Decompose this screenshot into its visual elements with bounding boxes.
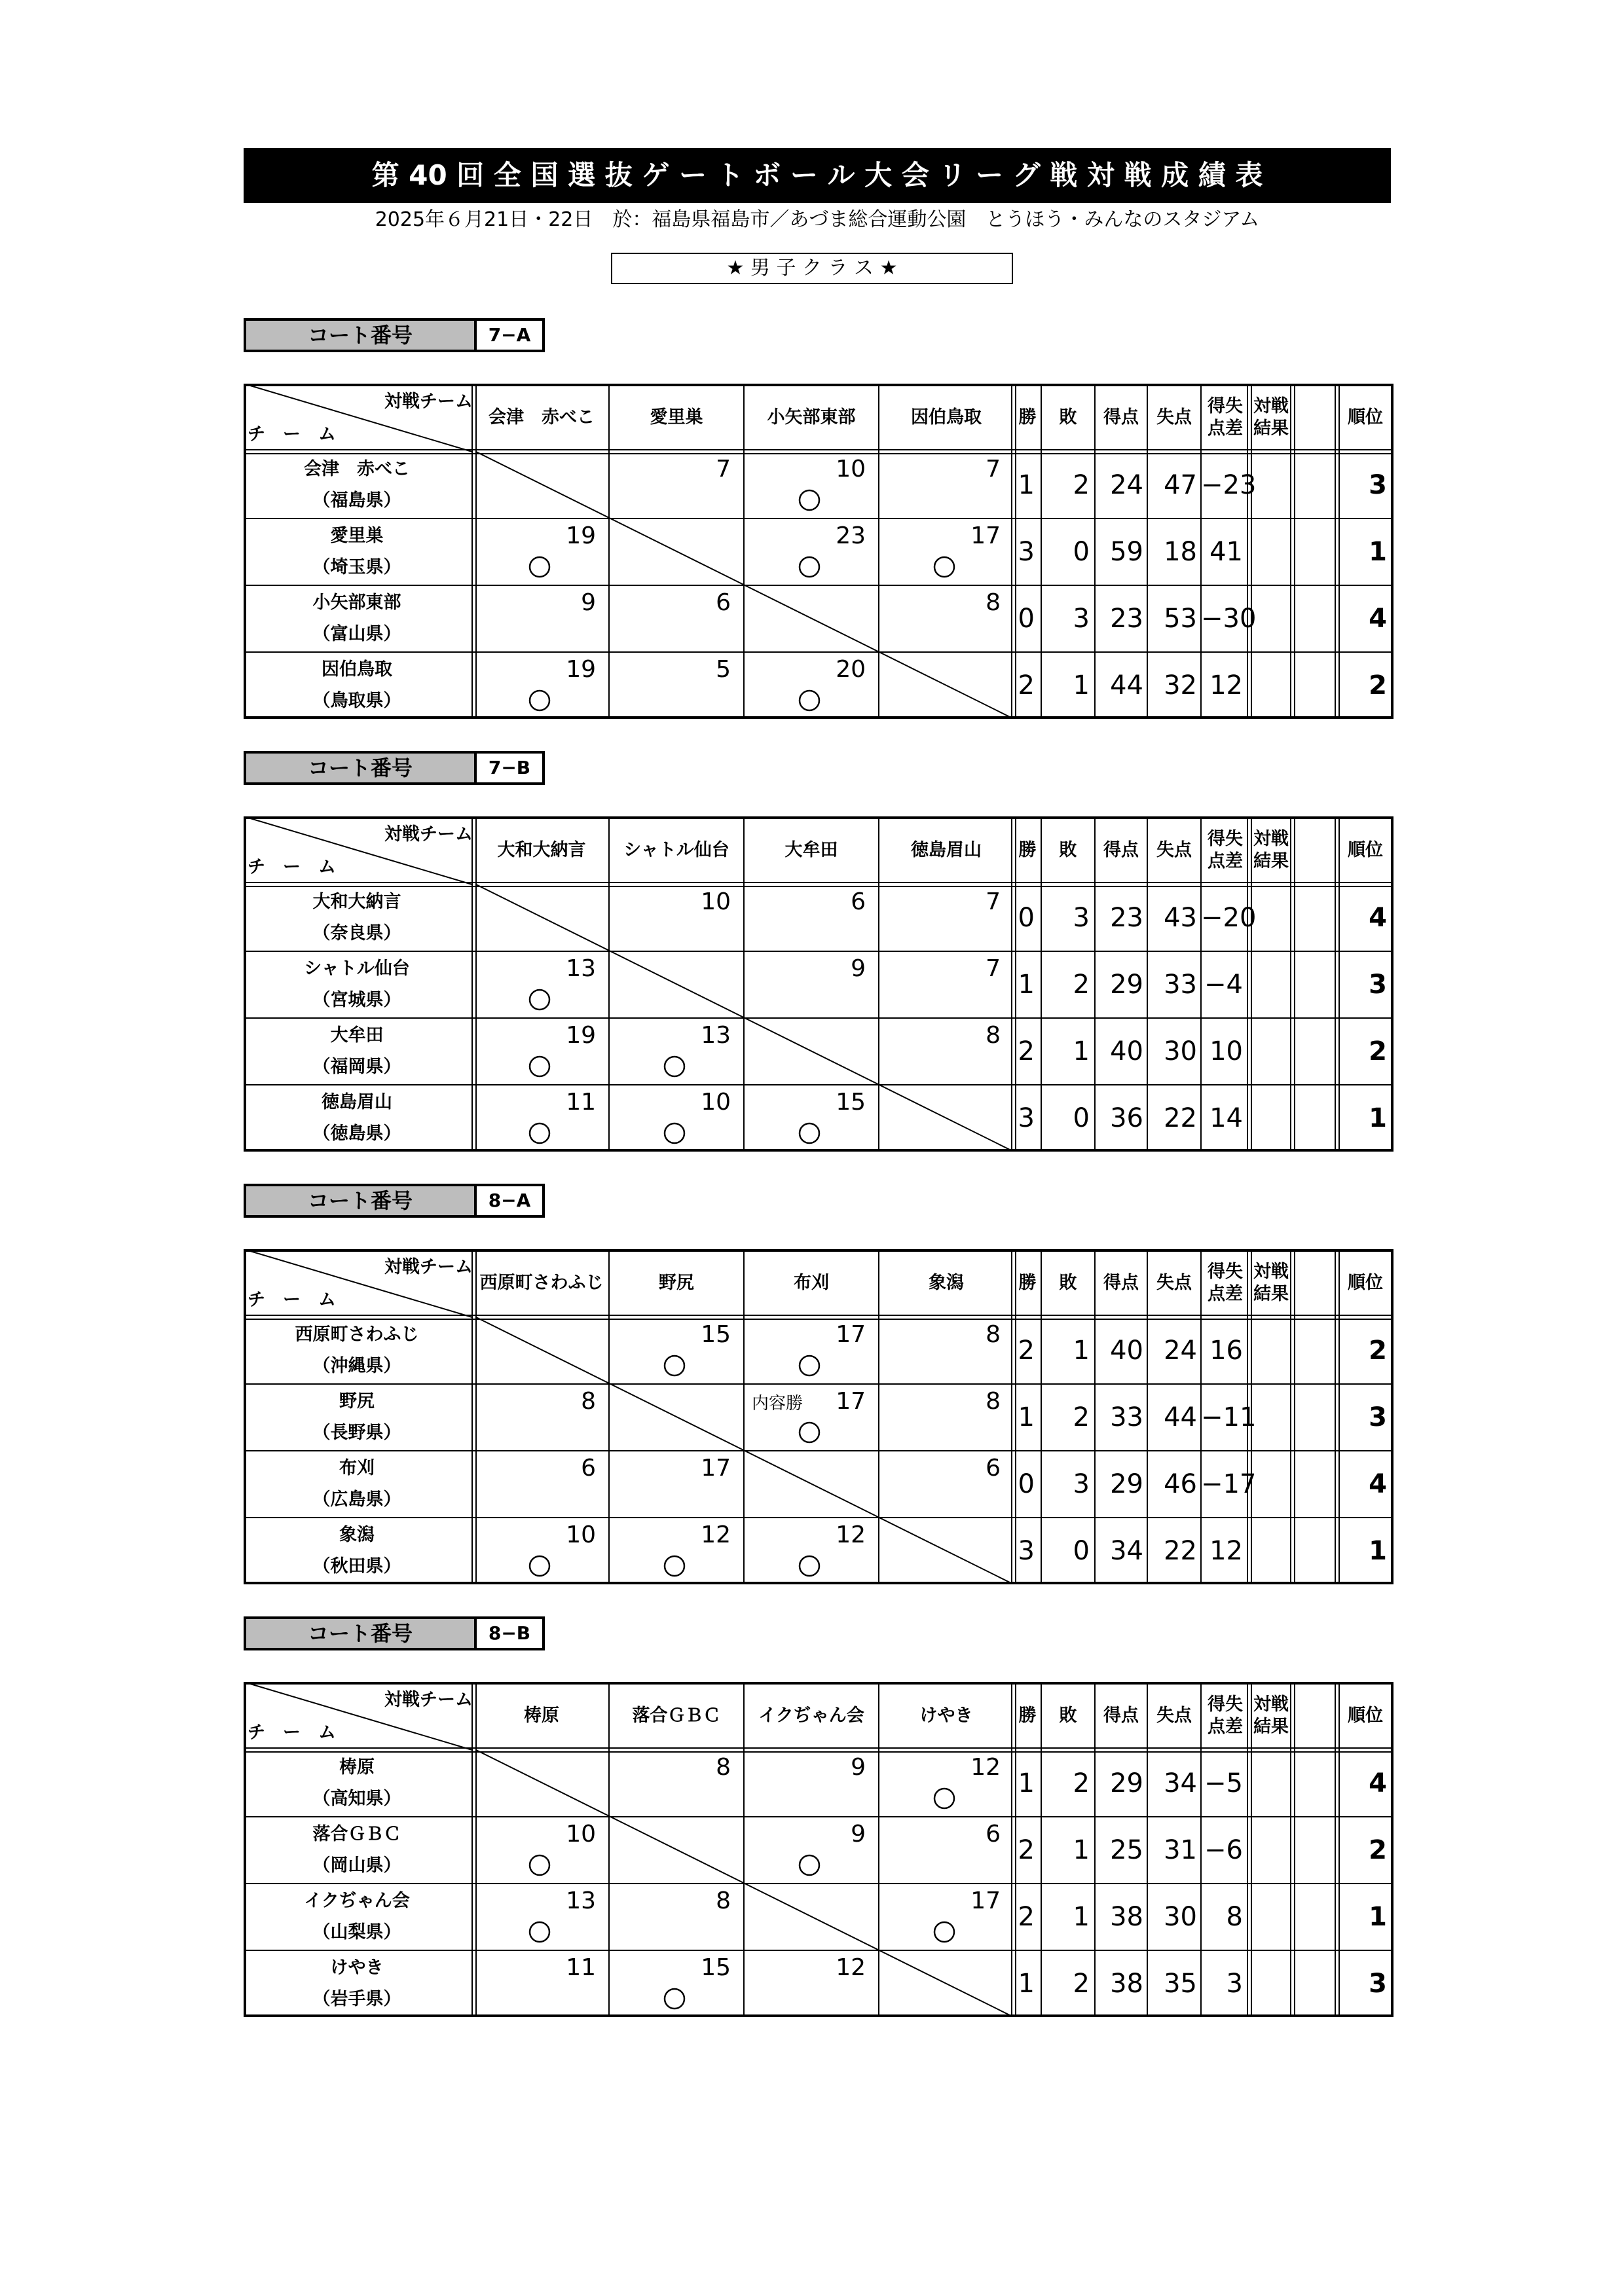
match-score: 6: [716, 589, 731, 616]
points-for-value: 38: [1110, 1902, 1143, 1932]
header-loss: 敗: [1059, 1705, 1077, 1726]
team-prefecture: （秋田県）: [312, 1556, 401, 1576]
team-name: 野尻: [339, 1391, 375, 1412]
win-circle-mark: [530, 1922, 549, 1942]
losses-value: 2: [1073, 1402, 1090, 1432]
team-prefecture: （鳥取県）: [312, 691, 401, 711]
court-number-label: コート番号: [244, 318, 477, 352]
header-loss: 敗: [1059, 840, 1077, 860]
header-diff-2: 点差: [1208, 851, 1243, 871]
header-result-1: 対戦: [1253, 1694, 1289, 1715]
points-for-value: 29: [1110, 970, 1143, 1000]
match-score: 8: [716, 1887, 731, 1914]
match-score: 5: [716, 656, 731, 683]
match-score: 6: [986, 1455, 1001, 1482]
court-number-label: コート番号: [244, 1184, 477, 1218]
header-win: 勝: [1018, 407, 1037, 428]
match-score: 17: [970, 522, 1001, 549]
rank-value: 3: [1369, 470, 1387, 500]
match-score: 6: [851, 888, 866, 915]
header-points-for: 得点: [1103, 407, 1139, 428]
team-name: 因伯鳥取: [322, 659, 392, 680]
wins-value: 3: [1018, 537, 1035, 567]
opponent-team-name: 西原町さわふじ: [479, 1273, 604, 1293]
match-score: 12: [836, 1954, 866, 1981]
point-diff-value: 10: [1209, 1036, 1243, 1066]
points-for-value: 40: [1110, 1336, 1143, 1366]
header-diff-1: 得失: [1208, 1694, 1243, 1715]
points-for-value: 38: [1110, 1969, 1143, 1999]
win-circle-mark: [800, 1556, 819, 1576]
win-circle-mark: [665, 1123, 684, 1143]
header-points-against: 失点: [1156, 840, 1192, 860]
header-diff-2: 点差: [1208, 1717, 1243, 1737]
team-prefecture: （埼玉県）: [312, 557, 401, 577]
rank-value: 3: [1369, 970, 1387, 1000]
court-number-bar: [244, 318, 545, 352]
points-against-value: 22: [1164, 1536, 1197, 1566]
wins-value: 1: [1018, 1969, 1035, 1999]
wins-value: 1: [1018, 1402, 1035, 1432]
point-diff-value: 41: [1209, 537, 1243, 567]
win-circle-mark: [934, 1922, 954, 1942]
match-score: 7: [986, 955, 1001, 982]
team-prefecture: （沖縄県）: [312, 1356, 401, 1376]
losses-value: 2: [1073, 1768, 1090, 1798]
win-circle-mark: [665, 1057, 684, 1076]
wins-value: 0: [1018, 604, 1035, 634]
points-against-value: 24: [1164, 1336, 1197, 1366]
header-diff-1: 得失: [1208, 396, 1243, 416]
rank-value: 1: [1369, 1536, 1387, 1566]
win-circle-mark: [530, 557, 549, 577]
losses-value: 1: [1073, 670, 1090, 701]
match-score: 6: [581, 1455, 596, 1482]
team-name: 小矢部東部: [312, 592, 401, 613]
losses-value: 1: [1073, 1835, 1090, 1865]
win-note: 内容勝: [752, 1394, 803, 1413]
opponent-team-name: 布刈: [794, 1273, 829, 1293]
team-name: 落合ＧＢＣ: [312, 1824, 401, 1844]
win-circle-mark: [530, 691, 549, 710]
team-name: 愛里巣: [330, 526, 384, 546]
point-diff-value: −17: [1201, 1469, 1257, 1499]
rank-value: 4: [1369, 1469, 1387, 1499]
opponent-team-name: 野尻: [659, 1273, 694, 1293]
points-for-value: 44: [1110, 670, 1143, 701]
wins-value: 0: [1018, 903, 1035, 933]
match-score: 15: [701, 1954, 731, 1981]
rank-value: 4: [1369, 1768, 1387, 1798]
losses-value: 2: [1073, 470, 1090, 500]
match-score: 9: [851, 955, 866, 982]
match-score: 6: [986, 1821, 1001, 1848]
team-name: 布刈: [339, 1458, 375, 1478]
match-score: 10: [566, 1821, 596, 1848]
opponent-team-name: 大和大納言: [497, 840, 586, 860]
header-team: チ ー ム: [248, 1290, 336, 1310]
match-score: 7: [986, 456, 1001, 483]
header-rank: 順位: [1348, 1273, 1383, 1293]
team-name: 大和大納言: [312, 892, 401, 912]
points-for-value: 29: [1110, 1768, 1143, 1798]
match-score: 15: [836, 1089, 866, 1116]
header-opponent-team: 対戦チーム: [384, 1257, 473, 1277]
team-name: けやき: [330, 1958, 384, 1978]
match-score: 8: [986, 1022, 1001, 1049]
match-score: 7: [716, 456, 731, 483]
opponent-team-name: 徳島眉山: [911, 840, 982, 860]
losses-value: 3: [1073, 604, 1090, 634]
match-score: 11: [566, 1089, 596, 1116]
rank-value: 1: [1369, 1902, 1387, 1932]
match-score: 13: [566, 1887, 596, 1914]
wins-value: 2: [1018, 1902, 1035, 1932]
header-loss: 敗: [1059, 407, 1077, 428]
court-number-value: 8−A: [477, 1184, 545, 1218]
court-number-value: 7−A: [477, 318, 545, 352]
header-diff-1: 得失: [1208, 829, 1243, 849]
win-circle-mark: [530, 990, 549, 1010]
match-score: 12: [970, 1754, 1001, 1781]
opponent-team-name: 象潟: [929, 1273, 964, 1293]
points-against-value: 34: [1164, 1768, 1197, 1798]
points-against-value: 30: [1164, 1902, 1197, 1932]
match-score: 17: [836, 1388, 866, 1415]
points-against-value: 35: [1164, 1969, 1197, 1999]
points-for-value: 23: [1110, 604, 1143, 634]
rank-value: 2: [1369, 1036, 1387, 1066]
header-team: チ ー ム: [248, 424, 336, 445]
rank-value: 3: [1369, 1402, 1387, 1432]
page-title: 第 40 回 全 国 選 抜 ゲ ー ト ボ ー ル 大 会 リ ー グ 戦 対 戦 成 績 表: [244, 148, 1391, 203]
match-score: 9: [851, 1754, 866, 1781]
league-table: [244, 1682, 1393, 2018]
team-prefecture: （福島県）: [312, 490, 401, 511]
points-for-value: 34: [1110, 1536, 1143, 1566]
header-points-for: 得点: [1103, 840, 1139, 860]
points-for-value: 23: [1110, 903, 1143, 933]
points-against-value: 46: [1164, 1469, 1197, 1499]
match-score: 13: [566, 955, 596, 982]
points-for-value: 25: [1110, 1835, 1143, 1865]
court-number-bar: [244, 1184, 545, 1218]
points-against-value: 44: [1164, 1402, 1197, 1432]
header-win: 勝: [1018, 840, 1037, 860]
match-score: 15: [701, 1321, 731, 1348]
header-loss: 敗: [1059, 1273, 1077, 1293]
losses-value: 0: [1073, 537, 1090, 567]
win-circle-mark: [934, 1789, 954, 1808]
losses-value: 0: [1073, 1536, 1090, 1566]
points-for-value: 33: [1110, 1402, 1143, 1432]
point-diff-value: 8: [1226, 1902, 1243, 1932]
point-diff-value: −11: [1201, 1402, 1257, 1432]
point-diff-value: 12: [1209, 670, 1243, 701]
match-score: 8: [581, 1388, 596, 1415]
class-label: ★ 男 子 ク ラ ス ★: [611, 253, 1013, 284]
losses-value: 3: [1073, 903, 1090, 933]
league-table: [244, 384, 1393, 720]
header-result-2: 結果: [1253, 1717, 1289, 1737]
wins-value: 3: [1018, 1536, 1035, 1566]
opponent-team-name: 愛里巣: [650, 407, 703, 428]
team-prefecture: （岡山県）: [312, 1855, 401, 1876]
team-prefecture: （山梨県）: [312, 1922, 401, 1942]
opponent-team-name: けやき: [919, 1705, 973, 1726]
header-result-2: 結果: [1253, 1284, 1289, 1304]
match-score: 10: [701, 888, 731, 915]
opponent-team-name: 大牟田: [784, 840, 838, 860]
points-against-value: 47: [1164, 470, 1197, 500]
rank-value: 2: [1369, 1835, 1387, 1865]
points-for-value: 24: [1110, 470, 1143, 500]
team-name: 大牟田: [330, 1025, 384, 1046]
match-score: 23: [836, 522, 866, 549]
event-info: 2025年６月21日・22日 於：福島県福島市／あづま総合運動公園 とうほう・みんなのスタジアム: [375, 208, 1260, 231]
court-number-value: 8−B: [477, 1616, 545, 1650]
points-against-value: 33: [1164, 970, 1197, 1000]
rank-value: 2: [1369, 670, 1387, 701]
point-diff-value: 12: [1209, 1536, 1243, 1566]
header-result-1: 対戦: [1253, 396, 1289, 416]
team-name: 象潟: [339, 1525, 375, 1545]
match-score: 12: [701, 1522, 731, 1548]
match-score: 10: [701, 1089, 731, 1116]
header-points-for: 得点: [1103, 1705, 1139, 1726]
team-prefecture: （高知県）: [312, 1789, 401, 1809]
point-diff-value: −6: [1204, 1835, 1243, 1865]
win-circle-mark: [530, 1057, 549, 1076]
point-diff-value: 3: [1226, 1969, 1243, 1999]
points-for-value: 29: [1110, 1469, 1143, 1499]
team-name: 梼原: [339, 1757, 375, 1777]
opponent-team-name: 会津 赤べこ: [489, 407, 595, 428]
team-prefecture: （福岡県）: [312, 1057, 401, 1077]
opponent-team-name: 梼原: [524, 1705, 559, 1726]
losses-value: 2: [1073, 1969, 1090, 1999]
team-name: イクぢゃん会: [304, 1891, 410, 1911]
rank-value: 1: [1369, 537, 1387, 567]
court-number-bar: [244, 1616, 545, 1650]
losses-value: 3: [1073, 1469, 1090, 1499]
win-circle-mark: [934, 557, 954, 577]
team-name: 徳島眉山: [322, 1092, 392, 1112]
match-score: 11: [566, 1954, 596, 1981]
header-opponent-team: 対戦チーム: [384, 392, 473, 412]
match-score: 10: [566, 1522, 596, 1548]
match-score: 19: [566, 1022, 596, 1049]
header-points-for: 得点: [1103, 1273, 1139, 1293]
team-name: 西原町さわふじ: [295, 1324, 419, 1345]
opponent-team-name: 因伯鳥取: [911, 407, 982, 428]
win-circle-mark: [800, 1123, 819, 1143]
point-diff-value: −5: [1204, 1768, 1243, 1798]
point-diff-value: −23: [1201, 470, 1257, 500]
match-score: 10: [836, 456, 866, 483]
wins-value: 2: [1018, 1835, 1035, 1865]
team-prefecture: （岩手県）: [312, 1989, 401, 2009]
points-against-value: 53: [1164, 604, 1197, 634]
match-score: 8: [716, 1754, 731, 1781]
team-prefecture: （長野県）: [312, 1423, 401, 1443]
match-score: 19: [566, 656, 596, 683]
header-points-against: 失点: [1156, 1273, 1192, 1293]
header-points-against: 失点: [1156, 407, 1192, 428]
wins-value: 2: [1018, 670, 1035, 701]
win-circle-mark: [665, 1356, 684, 1376]
header-points-against: 失点: [1156, 1705, 1192, 1726]
header-opponent-team: 対戦チーム: [384, 1690, 473, 1710]
team-prefecture: （奈良県）: [312, 923, 401, 943]
court-number-label: コート番号: [244, 751, 477, 785]
match-score: 17: [701, 1455, 731, 1482]
court-number-label: コート番号: [244, 1616, 477, 1650]
league-table: [244, 816, 1393, 1153]
opponent-team-name: 小矢部東部: [767, 407, 856, 428]
header-result-1: 対戦: [1253, 1262, 1289, 1282]
points-against-value: 30: [1164, 1036, 1197, 1066]
win-circle-mark: [800, 1423, 819, 1442]
losses-value: 1: [1073, 1336, 1090, 1366]
point-diff-value: −20: [1201, 903, 1257, 933]
point-diff-value: −30: [1201, 604, 1257, 634]
wins-value: 0: [1018, 1469, 1035, 1499]
win-circle-mark: [530, 1855, 549, 1875]
win-circle-mark: [800, 1855, 819, 1875]
rank-value: 4: [1369, 604, 1387, 634]
losses-value: 0: [1073, 1103, 1090, 1133]
wins-value: 2: [1018, 1336, 1035, 1366]
rank-value: 4: [1369, 903, 1387, 933]
header-rank: 順位: [1348, 407, 1383, 428]
match-score: 8: [986, 589, 1001, 616]
team-name: シャトル仙台: [304, 958, 410, 979]
wins-value: 3: [1018, 1103, 1035, 1133]
header-result-2: 結果: [1253, 851, 1289, 871]
points-for-value: 40: [1110, 1036, 1143, 1066]
match-score: 9: [581, 589, 596, 616]
match-score: 19: [566, 522, 596, 549]
points-against-value: 22: [1164, 1103, 1197, 1133]
match-score: 13: [701, 1022, 731, 1049]
win-circle-mark: [665, 1989, 684, 2009]
point-diff-value: 14: [1209, 1103, 1243, 1133]
court-number-value: 7−B: [477, 751, 545, 785]
match-score: 8: [986, 1321, 1001, 1348]
match-score: 9: [851, 1821, 866, 1848]
losses-value: 1: [1073, 1902, 1090, 1932]
match-score: 17: [970, 1887, 1001, 1914]
league-table: [244, 1249, 1393, 1586]
court-number-bar: [244, 751, 545, 785]
win-circle-mark: [800, 557, 819, 577]
header-win: 勝: [1018, 1705, 1037, 1726]
wins-value: 1: [1018, 470, 1035, 500]
header-diff-2: 点差: [1208, 418, 1243, 439]
win-circle-mark: [530, 1123, 549, 1143]
wins-value: 1: [1018, 1768, 1035, 1798]
points-for-value: 36: [1110, 1103, 1143, 1133]
header-team: チ ー ム: [248, 1722, 336, 1743]
match-score: 12: [836, 1522, 866, 1548]
win-circle-mark: [530, 1556, 549, 1576]
point-diff-value: 16: [1209, 1336, 1243, 1366]
win-circle-mark: [800, 1356, 819, 1376]
team-prefecture: （広島県）: [312, 1489, 401, 1510]
point-diff-value: −4: [1204, 970, 1243, 1000]
rank-value: 1: [1369, 1103, 1387, 1133]
header-win: 勝: [1018, 1273, 1037, 1293]
match-score: 20: [836, 656, 866, 683]
points-against-value: 32: [1164, 670, 1197, 701]
opponent-team-name: イクぢゃん会: [758, 1705, 864, 1726]
header-rank: 順位: [1348, 840, 1383, 860]
opponent-team-name: 落合ＧＢＣ: [632, 1705, 721, 1726]
wins-value: 2: [1018, 1036, 1035, 1066]
losses-value: 1: [1073, 1036, 1090, 1066]
header-result-1: 対戦: [1253, 829, 1289, 849]
wins-value: 1: [1018, 970, 1035, 1000]
points-against-value: 43: [1164, 903, 1197, 933]
points-against-value: 31: [1164, 1835, 1197, 1865]
points-against-value: 18: [1164, 537, 1197, 567]
header-team: チ ー ム: [248, 857, 336, 877]
header-diff-2: 点差: [1208, 1284, 1243, 1304]
team-prefecture: （宮城県）: [312, 990, 401, 1010]
win-circle-mark: [800, 691, 819, 710]
match-score: 17: [836, 1321, 866, 1348]
team-prefecture: （富山県）: [312, 624, 401, 644]
header-result-2: 結果: [1253, 418, 1289, 439]
points-for-value: 59: [1110, 537, 1143, 567]
header-diff-1: 得失: [1208, 1262, 1243, 1282]
match-score: 7: [986, 888, 1001, 915]
rank-value: 2: [1369, 1336, 1387, 1366]
opponent-team-name: シャトル仙台: [623, 840, 729, 860]
rank-value: 3: [1369, 1969, 1387, 1999]
header-rank: 順位: [1348, 1705, 1383, 1726]
header-opponent-team: 対戦チーム: [384, 824, 473, 845]
team-name: 会津 赤べこ: [304, 459, 410, 479]
win-circle-mark: [665, 1556, 684, 1576]
match-score: 8: [986, 1388, 1001, 1415]
team-prefecture: （徳島県）: [312, 1123, 401, 1144]
losses-value: 2: [1073, 970, 1090, 1000]
win-circle-mark: [800, 490, 819, 510]
